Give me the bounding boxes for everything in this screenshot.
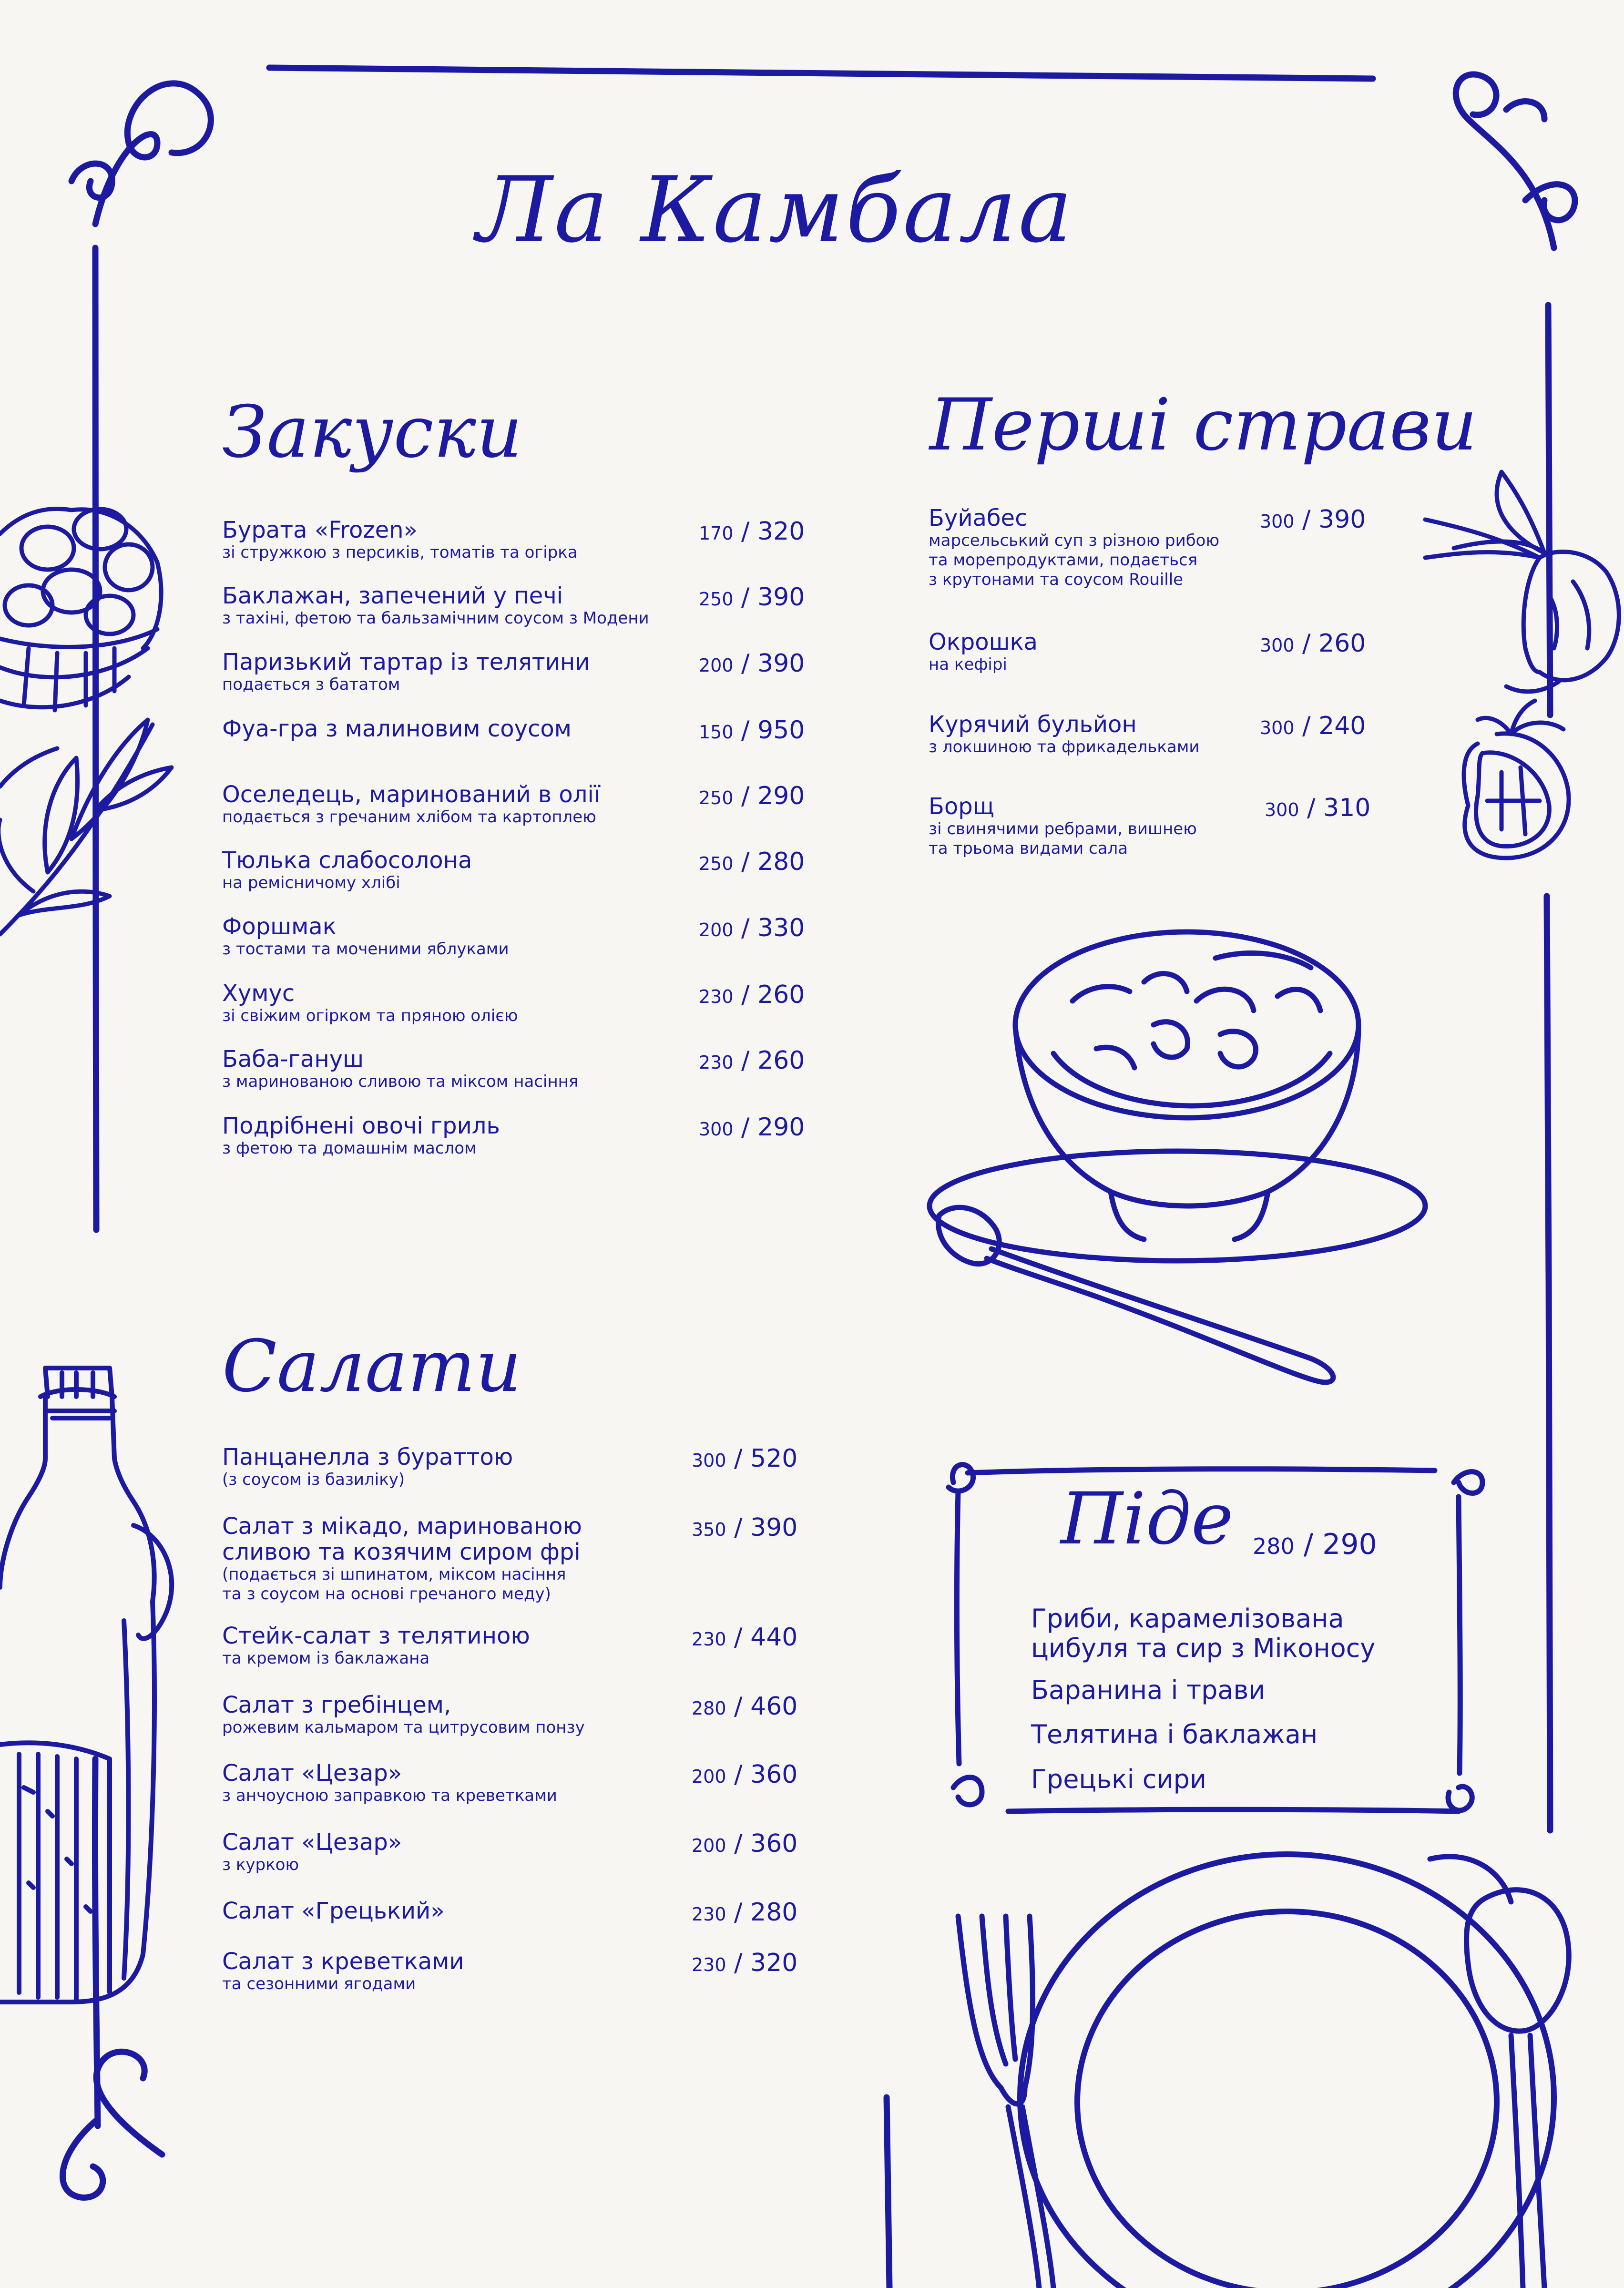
item-name: Салат «Грецький» [222, 1898, 445, 1924]
item-cost: 950 [757, 716, 805, 745]
item-weight: 300 [1260, 717, 1295, 738]
pide-item [1031, 1604, 1375, 1663]
item-price [692, 1829, 797, 1858]
menu-item [929, 629, 1366, 674]
item-name: Форшмак [222, 913, 337, 940]
menu-item [222, 1444, 798, 1490]
price-separator: / [1294, 505, 1319, 534]
item-name: Стейк-салат з телятиною [222, 1623, 530, 1649]
price-separator: / [726, 1444, 751, 1473]
item-name: Буйабес [929, 505, 1028, 531]
item-desc: та з соусом на основі гречаного меду) [222, 1584, 551, 1604]
menu-item [222, 781, 805, 827]
item-desc: на кефірі [929, 655, 1007, 674]
item-weight: 230 [692, 1954, 726, 1975]
item-weight: 200 [699, 919, 734, 940]
price-separator: / [726, 1760, 751, 1789]
item-weight: 350 [692, 1519, 726, 1540]
item-desc: та кремом із баклажана [222, 1649, 430, 1668]
item-desc: з анчоусною заправкою та креветками [222, 1786, 557, 1805]
item-price [699, 848, 805, 876]
item-price [699, 716, 805, 745]
item-price [699, 782, 805, 810]
item-desc: подається з гречаним хлібом та картоплею [222, 807, 596, 827]
tomato-icon [1464, 701, 1569, 858]
item-name: Окрошка [929, 629, 1038, 655]
item-desc: з крутонами та соусом Rouille [929, 570, 1184, 589]
item-weight: 200 [692, 1835, 726, 1856]
menu-item [222, 1760, 798, 1806]
item-name: Баклажан, запечений у печі [222, 582, 563, 609]
item-name: Оселедець, маринований в олії [222, 781, 601, 808]
item-cost: 360 [750, 1760, 798, 1789]
pide-price [1253, 1528, 1377, 1561]
price-separator: / [1294, 1528, 1323, 1561]
item-name: Тюлька слабосолона [222, 847, 472, 874]
menu-item [222, 715, 805, 745]
item-cost: 260 [1318, 629, 1366, 658]
price-separator: / [733, 914, 758, 942]
item-cost: 440 [750, 1623, 798, 1652]
item-price [699, 583, 805, 612]
item-weight: 280 [692, 1698, 726, 1719]
item-name: Салат з мікадо, маринованою [222, 1513, 582, 1540]
plate-icon [1020, 1854, 1554, 2288]
item-name: Хумус [222, 980, 295, 1007]
item-cost: 280 [750, 1898, 798, 1927]
item-desc: та морепродуктами, подається [929, 551, 1198, 570]
item-price [692, 1692, 797, 1721]
menu-item [222, 847, 805, 893]
price-separator: / [733, 1113, 758, 1142]
menu-item [222, 649, 805, 695]
item-weight: 300 [1260, 511, 1295, 532]
restaurant-title: Ла Камбала [477, 157, 1074, 263]
price-separator: / [733, 981, 758, 1009]
item-weight: 230 [699, 986, 734, 1007]
menu-item [222, 1829, 798, 1875]
item-name: Баба-гануш [222, 1046, 364, 1072]
olive-bowl-icon [0, 509, 161, 710]
menu-item [222, 517, 805, 562]
item-desc: та сезонними ягодами [222, 1974, 416, 1993]
item-cost: 390 [757, 583, 805, 612]
item-price [692, 1898, 797, 1927]
item-weight: 250 [699, 787, 734, 808]
menu-item [929, 711, 1366, 757]
menu-item [222, 1948, 798, 1994]
item-price [1265, 794, 1370, 822]
item-price [692, 1760, 797, 1789]
item-desc: з тахіні, фетою та бальзамічним соусом з Модени [222, 609, 649, 628]
item-cost: 320 [750, 1949, 798, 1977]
pide-item-line: цибуля та сир з Міконосу [1031, 1633, 1376, 1663]
menu-item [929, 505, 1366, 590]
item-name: Салат з гребінцем, [222, 1692, 451, 1718]
item-desc: зі стружкою з персиків, томатів та огірка [222, 543, 578, 562]
menu-item [222, 913, 805, 959]
radish-icon [1425, 472, 1619, 692]
menu-item [222, 1898, 798, 1927]
item-price [692, 1623, 797, 1652]
item-cost: 280 [757, 848, 805, 876]
pide-item-line: Гриби, карамелізована [1031, 1604, 1344, 1634]
item-name: Паризький тартар із телятини [222, 649, 590, 675]
item-name: Салат з креветками [222, 1948, 464, 1975]
item-name: Панцанелла з бураттою [222, 1444, 513, 1471]
item-price [699, 649, 805, 678]
price-separator: / [726, 1898, 751, 1927]
item-price [699, 981, 805, 1009]
item-desc: з маринованою сливою та міксом насіння [222, 1072, 579, 1091]
item-weight: 230 [699, 1052, 734, 1073]
price-separator: / [733, 716, 758, 745]
price-separator: / [733, 782, 758, 810]
item-price [1260, 629, 1366, 658]
heading-zakusky: Закуски [222, 391, 522, 474]
item-cost: 360 [750, 1829, 798, 1858]
price-separator: / [726, 1949, 751, 1977]
item-weight: 170 [699, 523, 734, 544]
item-weight: 230 [692, 1629, 726, 1650]
item-cost: 290 [757, 1113, 805, 1142]
pide-item-line: Баранина і трави [1031, 1675, 1266, 1705]
item-name: Бурата «Frozen» [222, 517, 418, 543]
item-weight: 300 [1260, 635, 1295, 656]
item-cost: 520 [750, 1444, 798, 1473]
item-cost: 390 [757, 649, 805, 678]
price-separator: / [733, 649, 758, 678]
menu-item [929, 793, 1371, 858]
pide-item-line: Грецькі сири [1031, 1764, 1206, 1794]
price-separator: / [726, 1829, 751, 1858]
item-desc: та трьома видами сала [929, 839, 1128, 858]
price-separator: / [733, 517, 758, 546]
item-cost: 240 [1318, 712, 1366, 740]
item-weight: 300 [692, 1450, 726, 1471]
menu-item [222, 1692, 798, 1737]
price-separator: / [726, 1623, 751, 1652]
menu-item [222, 1623, 798, 1668]
item-desc: з куркою [222, 1855, 299, 1874]
item-weight: 230 [692, 1904, 726, 1925]
fork-icon [958, 1916, 1053, 2288]
price-separator: / [726, 1513, 751, 1542]
item-desc: (з соусом із базиліку) [222, 1470, 405, 1489]
item-cost: 390 [750, 1513, 798, 1542]
heading-pide: Піде [1061, 1478, 1234, 1561]
menu-item [222, 980, 805, 1026]
item-cost: 330 [757, 914, 805, 942]
pide-weight: 280 [1253, 1533, 1295, 1559]
item-price [699, 517, 805, 546]
pide-item [1031, 1720, 1318, 1749]
item-desc: з тостами та моченими яблуками [222, 940, 509, 959]
item-name: Борщ [929, 793, 994, 820]
price-separator: / [1294, 629, 1319, 658]
item-name: Курячий бульйон [929, 711, 1137, 738]
item-cost: 320 [757, 517, 805, 546]
item-desc: марсельський суп з різною рибою [929, 531, 1220, 550]
item-price [1260, 505, 1366, 534]
item-price [699, 1113, 805, 1142]
pide-item [1031, 1765, 1206, 1794]
menu-item [222, 582, 805, 628]
item-price [692, 1444, 797, 1473]
item-price [692, 1949, 797, 1977]
item-cost: 460 [750, 1692, 798, 1721]
item-cost: 390 [1318, 505, 1366, 534]
item-price [699, 914, 805, 942]
item-name: сливою та козячим сиром фрі [222, 1539, 581, 1565]
heading-salaty: Салати [222, 1325, 521, 1408]
price-separator: / [733, 848, 758, 876]
item-price [1260, 712, 1366, 740]
price-separator: / [1299, 794, 1324, 822]
item-weight: 250 [699, 853, 734, 874]
item-desc: рожевим кальмаром та цитрусовим понзу [222, 1718, 585, 1737]
item-weight: 200 [699, 655, 734, 676]
item-desc: зі свинячими ребрами, вишнею [929, 819, 1197, 838]
price-separator: / [1294, 712, 1319, 740]
item-name: Фуа-гра з малиновим соусом [222, 715, 572, 742]
item-desc: зі свіжим огірком та пряною олією [222, 1006, 518, 1025]
pide-item-line: Телятина і баклажан [1031, 1719, 1318, 1749]
price-separator: / [733, 583, 758, 612]
item-desc: з локшиною та фрикадельками [929, 737, 1200, 756]
menu-item [222, 1113, 805, 1158]
item-desc: (подається зі шпинатом, міксом насіння [222, 1565, 566, 1584]
pide-cost: 290 [1322, 1528, 1377, 1561]
item-cost: 260 [757, 1046, 805, 1075]
item-weight: 300 [1265, 799, 1299, 820]
menu-item [222, 1046, 805, 1092]
item-cost: 290 [757, 782, 805, 810]
item-weight: 150 [699, 722, 734, 743]
menu-item [222, 1513, 798, 1604]
heading-pershi-stravy: Перші страви [929, 384, 1477, 467]
soup-bowl-icon [929, 932, 1425, 1261]
price-separator: / [733, 1046, 758, 1075]
item-name: Подрібнені овочі гриль [222, 1113, 500, 1139]
item-weight: 250 [699, 589, 734, 610]
item-name: Салат «Цезар» [222, 1760, 402, 1787]
item-weight: 300 [699, 1119, 734, 1140]
olive-branch-icon [0, 720, 172, 934]
item-price [692, 1513, 797, 1542]
oil-bottle-icon [0, 1368, 172, 2002]
item-name: Салат «Цезар» [222, 1829, 402, 1856]
item-weight: 200 [692, 1766, 726, 1787]
price-separator: / [726, 1692, 751, 1721]
item-cost: 310 [1323, 794, 1371, 822]
item-price [699, 1046, 805, 1075]
item-desc: на ремісничому хлібі [222, 873, 400, 892]
item-desc: подається з бататом [222, 675, 400, 694]
item-desc: з фетою та домашнім маслом [222, 1139, 477, 1158]
pide-item [1031, 1675, 1265, 1705]
item-cost: 260 [757, 981, 805, 1009]
